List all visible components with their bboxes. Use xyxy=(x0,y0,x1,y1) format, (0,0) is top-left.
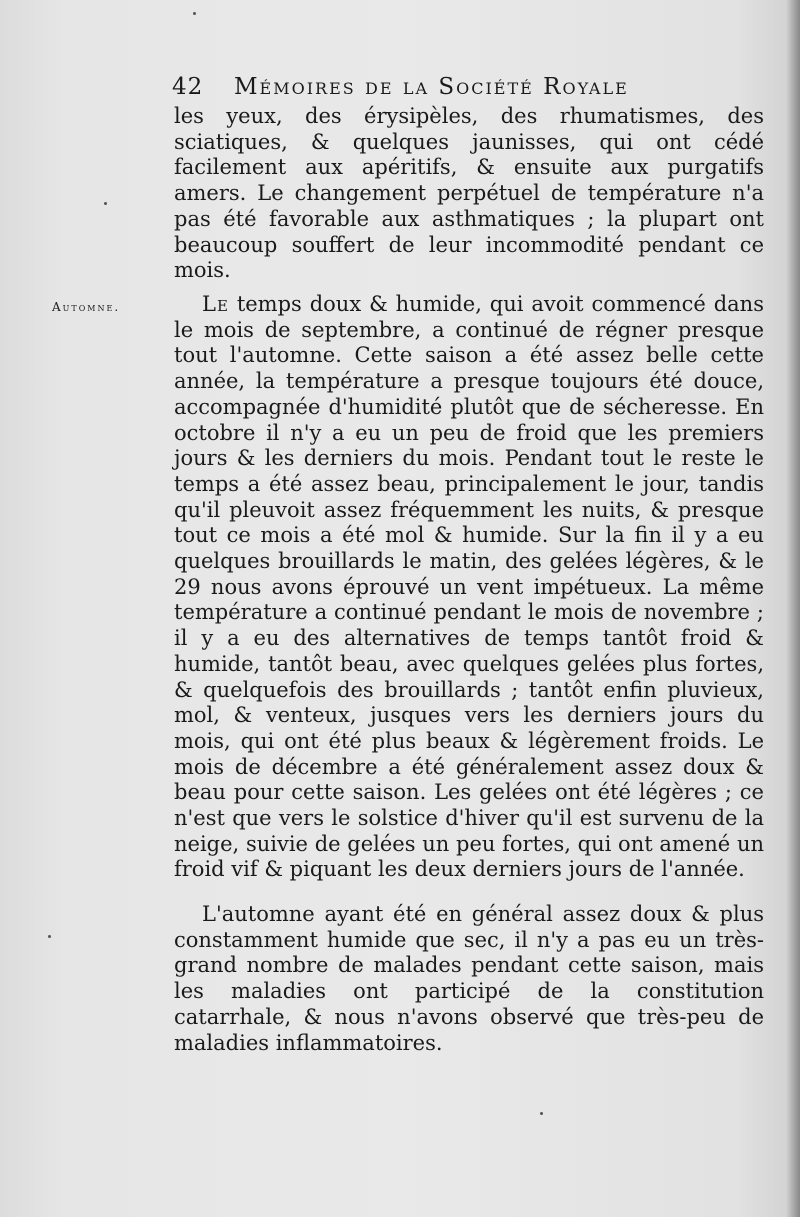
autumn-paragraph-block xyxy=(174,292,764,883)
page-edge-shadow xyxy=(786,0,800,1217)
running-head: Mémoires de la Société Royale xyxy=(234,74,629,100)
page-number: 42 xyxy=(172,74,204,100)
autumn-paragraph-lead: Le xyxy=(202,292,229,316)
paper-speck xyxy=(193,12,196,15)
closing-paragraph: L'automne ayant été en général assez doux & plus constamment humide que sec, il n'y a pas eu un très-grand nombre de malades pendant cette saison, mais les maladies ont participé de la constitution catarrhale, & nous n'avons observé que très-peu de maladies inflammatoires. xyxy=(174,902,764,1055)
autumn-paragraph-text: temps doux & humide, qui avoit commencé dans le mois de septembre, a continué de régner presque tout l'automne. Cette saison a été assez belle cette année, la température a presque toujours été douce, accompagnée d'humidité plutôt que de sécheresse. En octobre il n'y a eu un peu de froid que les premiers jours & les derniers du mois. Pendant tout le reste le temps a été assez beau, principalement le jour, tandis qu'il pleuvoit assez fréquemment les nuits, & presque tout ce mois a été mol & humide. Sur la fin il y a eu quelques brouillards le matin, des gelées légères, & le 29 nous avons éprouvé un vent impétueux. La même température a continué pendant le mois de novembre ; il y a eu des alternatives de temps tantôt froid & humide, tantôt beau, avec quelques gelées plus fortes, & quelquefois des brouillards ; tantôt enfin pluvieux, mol, & venteux, jusques vers les derniers jours du mois, qui ont été plus beaux & légèrement froids. Le mois de décembre a été généralement assez doux & beau pour cette saison. Les gelées ont été légères ; ce n'est que vers le solstice d'hiver qu'il est survenu de la neige, suivie de gelées un peu fortes, qui ont amené un froid vif & piquant les deux derniers jours de l'année. xyxy=(174,292,764,882)
autumn-paragraph xyxy=(174,292,764,883)
paper-speck xyxy=(48,935,51,938)
paper-speck xyxy=(540,1112,543,1115)
continuation-paragraph: les yeux, des érysipèles, des rhumatismes, des sciatiques, & quelques jaunisses, qui ont cédé facilement aux apéritifs, & ensuite aux purgatifs amers. Le changement perpétuel de température n'a pas été favorable aux asthmatiques ; la plupart ont beaucoup souffert de leur incommodité pendant ce mois. xyxy=(174,104,764,283)
closing-paragraph-block xyxy=(174,902,764,1056)
paper-speck xyxy=(104,202,107,205)
margin-note-automne: Automne. xyxy=(52,300,121,314)
continuation-paragraph-block xyxy=(174,104,764,284)
page-header xyxy=(172,74,732,106)
